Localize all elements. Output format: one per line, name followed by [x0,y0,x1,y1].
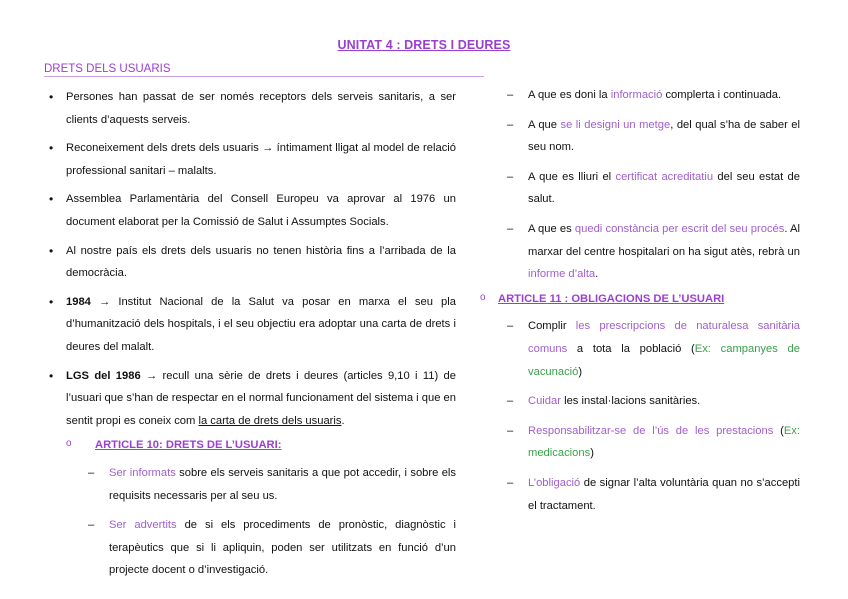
list-item: – A que se li designi un metge, del qual s’ha de saber el seu nom. [507,118,800,154]
right-column [482,84,800,519]
page-title: UNITAT 4 : DRETS I DEURES [337,38,511,52]
article11-heading: o ARTICLE 11 : OBLIGACIONS DE L’USUARI [480,291,725,305]
list-item: – A que es quedi constància per escrit del seu procés. Al marxar del centre hospitalari on ha sigut atès, rebrà un informe d’alta. [507,222,801,281]
list-item: • 1984 → Institut Nacional de la Salut va posar en marxa el seu pla d’humanització dels hospitals, i el seu objectiu era adoptar una carta de drets i deures del malalt. [49,294,456,353]
list-item: • Assemblea Parlamentària del Consell Europeu va aprovar al 1976 un document elaborat per la Comissió de Salut i Assumptes Socials. [49,192,456,228]
section-heading: DRETS DELS USUARIS [44,63,484,77]
list-item: – Responsabilitzar-se de l’ús de les prestacions (Ex: medicacions) [507,424,800,460]
list-item: • Reconeixement dels drets dels usuaris → íntimament lligat al model de relació professional sanitari – malalts. [49,141,456,177]
list-item: – Cuidar les instal·lacions sanitàries. [507,395,701,408]
list-item: – L’obligació de signar l’alta voluntària quan no s’accepti el tractament. [507,476,800,512]
list-item: • Al nostre país els drets dels usuaris no tenen història fins a l’arribada de la democràcia. [49,243,456,280]
list-item: • LGS del 1986 → recull una sèrie de drets i deures (articles 9,10 i 11) de l’usuari que s’han de respectar en el normal funcionament del sistema i que en sentit propi es coneix com la carta de drets dels usuaris. [49,368,456,427]
arrow-icon: → [262,142,274,155]
article10-heading: o ARTICLE 10: DRETS DE L’USUARI: [66,438,282,452]
list-item: – A que es doni la informació complerta i continuada. [507,89,782,101]
list-item: – A que es lliuri el certificat acreditatiu del seu estat de salut. [507,170,800,206]
arrow-icon: → [146,369,158,382]
left-column [44,86,456,584]
list-item: – Ser informats sobre els serveis sanitaris a que pot accedir, i sobre els requisits necessaris per al seu us. [88,466,456,502]
list-item: – Complir les prescripcions de naturalesa sanitària comuns a tota la població (Ex: campanyes de vacunació) [507,320,800,378]
list-item: • Persones han passat de ser només receptors dels serveis sanitaris, a ser clients d’aquests serveis. [49,90,456,126]
arrow-icon: → [99,295,111,308]
list-item: – Ser advertits de si els procediments de pronòstic, diagnòstic i terapèutics que si li apliquin, poden ser utilitzats en funció d’un projecte docent o d’investigació. [88,519,456,577]
